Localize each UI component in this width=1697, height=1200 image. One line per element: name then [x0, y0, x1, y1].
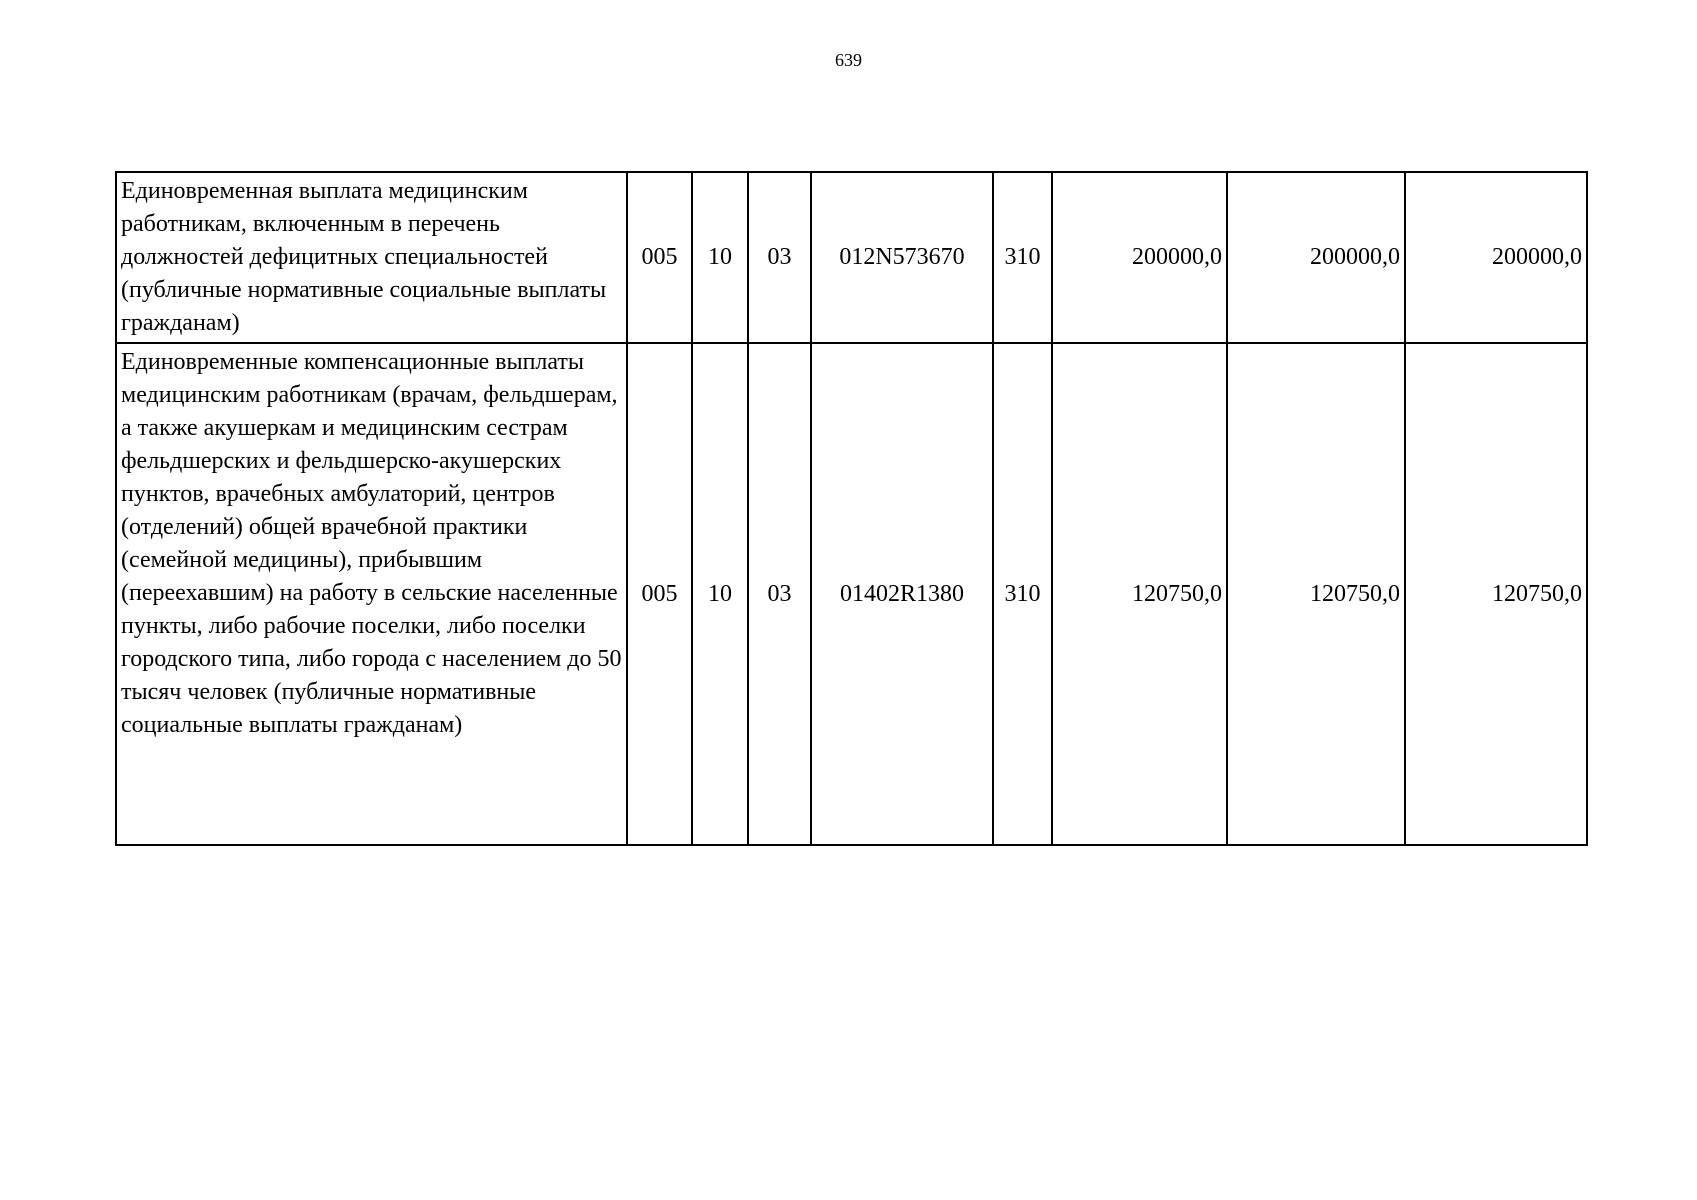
ministry-code: 005	[627, 343, 692, 845]
ministry-code: 005	[627, 172, 692, 343]
section-code: 10	[692, 343, 748, 845]
row-description: Единовременная выплата медицинским работникам, включенным в перечень должностей дефицитных специальностей (публичные нормативные социальные выплаты гражданам)	[116, 172, 627, 343]
amount-3: 200000,0	[1405, 172, 1587, 343]
subsection-code: 03	[748, 172, 811, 343]
subsection-code: 03	[748, 343, 811, 845]
amount-2: 200000,0	[1227, 172, 1405, 343]
row-description: Единовременные компенсационные выплаты медицинским работникам (врачам, фельдшерам, а также акушеркам и медицинским сестрам фельдшерских и фельдшерско-акушерских пунктов, врачебных амбулаторий, центров (отделений) общей врачебной практики (семейной медицины), прибывшим (переехавшим) на работу в сельские населенные пункты, либо рабочие поселки, либо поселки городского типа, либо города с населением до 50 тысяч человек (публичные нормативные социальные выплаты гражданам)	[116, 343, 627, 845]
target-article-code: 012N573670	[811, 172, 993, 343]
table-row	[116, 172, 1587, 343]
amount-1: 200000,0	[1052, 172, 1227, 343]
expense-type-code: 310	[993, 172, 1052, 343]
expense-type-code: 310	[993, 343, 1052, 845]
target-article-code: 01402R1380	[811, 343, 993, 845]
amount-1: 120750,0	[1052, 343, 1227, 845]
amount-2: 120750,0	[1227, 343, 1405, 845]
amount-3: 120750,0	[1405, 343, 1587, 845]
budget-table	[115, 171, 1588, 846]
section-code: 10	[692, 172, 748, 343]
table-row	[116, 343, 1587, 845]
page-number: 639	[835, 50, 862, 70]
